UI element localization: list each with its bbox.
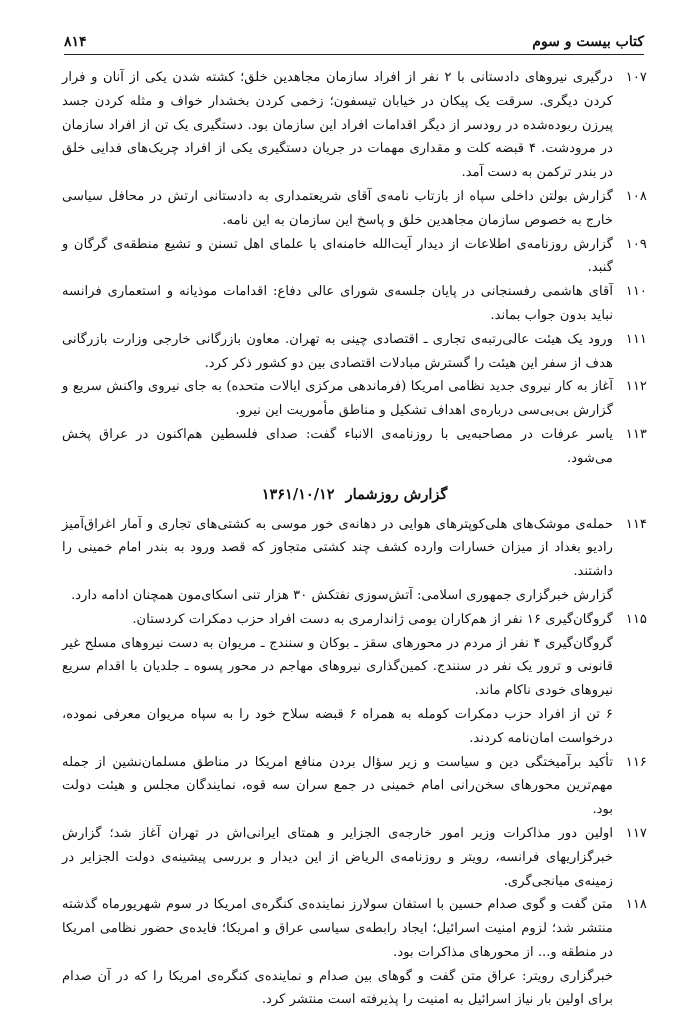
entry-paragraph: ۶ تن از افراد حزب دمکرات کومله به همراه ۶ قبضه سلاح خود را به سپاه مریوان معرفی نموده، درخواست امان‌نامه کردند. (62, 706, 613, 746)
entry-paragraph: اولین دور مذاکرات وزیر امور خارجه‌ی الجزایر و همتای ایرانی‌اش در تهران آغاز شد؛ گزارش خبرگزاریهای فرانسه، رویتر و روزنامه‌ی الریاض از این دیدار و بررسی پیشینه‌ی دولت الجزایر در زمینه‌ی میانجی‌گری. (62, 825, 613, 889)
entry-item (62, 280, 647, 328)
entry-body (62, 423, 613, 471)
page-number: ۸۱۴ (64, 34, 87, 50)
entry-item (62, 893, 647, 1012)
section-date: ۱۳۶۱/۱۰/۱۲ (261, 485, 335, 503)
entry-item (62, 513, 647, 608)
entry-item (62, 66, 647, 185)
entry-paragraph: خبرگزاری رویتر: عراق متن گفت و گوهای بین صدام و نماینده‌ی کنگره‌ی امریکا را که در آن صدام برای اولین بار نیاز اسرائیل به امنیت را پذیرفته است منتشر کرد. (62, 968, 613, 1008)
entry-body (62, 513, 613, 608)
entry-list-after (62, 513, 647, 1012)
entry-list-before (62, 66, 647, 471)
entry-body (62, 328, 613, 376)
entry-paragraph: حمله‌ی موشک‌های هلی‌کوپترهای هوایی در دهانه‌ی خور موسی به کشتی‌های تجاری و آمار اغراق‌آمیز رادیو بغداد از میزان خسارات وارده کشف چند کشتی متجاوز که قصد ورود به بندر امام خمینی را داشتند. (62, 516, 613, 580)
page-content (62, 66, 647, 1012)
entry-body (62, 751, 613, 822)
entry-number: ۱۱۱ (625, 331, 647, 347)
entry-body (62, 375, 613, 423)
entry-paragraph: گزارش خبرگزاری جمهوری اسلامی: آتش‌سوزی نفتکش ۳۰ هزار تنی اسکای‌مون همچنان ادامه دارد. (71, 587, 613, 603)
entry-body (62, 822, 613, 893)
entry-paragraph: تأکید برآمیختگی دین و سیاست و زیر سؤال بردن منافع امریکا در مناطق مسلمان‌نشین از جمله مهم‌ترین محورهای سخن‌رانی امام خمینی در جمع سران سه قوه، نمایندگان مجلس و هیئت دولت بود. (62, 754, 613, 818)
entry-number: ۱۰۷ (625, 70, 647, 85)
entry-item (62, 233, 647, 281)
entry-number: ۱۱۰ (625, 284, 647, 300)
running-header (64, 24, 644, 50)
header-divider (64, 54, 644, 55)
entry-paragraph: یاسر عرفات در مصاحبه‌یی با روزنامه‌ی الانباء گفت: صدای فلسطین هم‌اکنون در عراق پخش می‌شود. (62, 426, 613, 466)
entry-number: ۱۱۴ (625, 516, 647, 532)
entry-number: ۱۱۷ (625, 825, 647, 841)
entry-item (62, 608, 647, 751)
entry-number: ۱۱۵ (625, 611, 647, 627)
entry-paragraph: متن گفت و گوی صدام حسین با استفان سولارز نماینده‌ی کنگره‌ی امریکا در سوم شهریورماه گذشته منتشر شد؛ لزوم امنیت اسرائیل؛ ایجاد رابطه‌ی سیاسی عراق و امریکا؛ فایده‌ی حضور نظامی امریکا در منطقه و... از محورهای مذاکرات بود. (62, 897, 613, 960)
entry-body (62, 66, 613, 185)
entry-item (62, 375, 647, 423)
entry-number: ۱۰۸ (625, 188, 647, 204)
entry-number: ۱۰۹ (625, 236, 647, 252)
entry-paragraph: درگیری نیروهای دادستانی با ۲ نفر از افراد سازمان مجاهدین خلق؛ کشته شدن یکی از آنان و فرار کردن دیگری. سرقت یک پیکان در خیابان تیسفون؛ زخمی کردن بخشدار خواف و مثله کردن جسد پیرزن ربوده‌شده در رودسر از دیگر اقدامات افراد این سازمان بود. دستگیری یک تن از افراد سازمان در مرودشت. ۴ قبضه کلت و مقداری مهمات در جریان دستگیری یکی از افراد چریک‌های فدایی خلق در بندر ترکمن به دست آمد. (62, 70, 614, 181)
entry-item (62, 822, 647, 893)
entry-body (62, 185, 613, 233)
entry-body (62, 233, 613, 281)
entry-body (62, 608, 613, 751)
entry-paragraph: گزارش روزنامه‌ی اطلاعات از دیدار آیت‌الله خامنه‌ای با علمای اهل تسنن و تشیع منطقه‌ی گرگان و گنبد. (62, 236, 613, 276)
entry-paragraph: آغاز به کار نیروی جدید نظامی امریکا (فرماندهی مرکزی ایالات متحده) به جای نیروی واکنش سریع و گزارش بی‌بی‌سی درباره‌ی اهداف تشکیل و مناطق مأموریت این نیرو. (62, 379, 613, 419)
entry-number: ۱۱۳ (625, 426, 647, 442)
entry-item (62, 751, 647, 822)
book-title: کتاب بیست و سوم (532, 34, 644, 50)
entry-body (62, 280, 613, 328)
entry-paragraph: گزارش بولتن داخلی سپاه از بازتاب نامه‌ی آقای شریعتمداری به دادستانی ارتش در محافل سیاسی خارج به خصوص سازمان مجاهدین خلق و پاسخ این سازمان به این نامه. (62, 188, 613, 228)
entry-number: ۱۱۸ (625, 897, 647, 913)
entry-item (62, 185, 647, 233)
entry-paragraph: آقای هاشمی رفسنجانی در پایان جلسه‌ی شورای عالی دفاع: اقدامات موذیانه و استعماری فرانسه نباید بدون جواب بماند. (62, 284, 613, 323)
entry-item (62, 328, 647, 376)
entry-item (62, 423, 647, 471)
section-title: گزارش روزشمار (345, 485, 448, 503)
entry-body (62, 893, 613, 1012)
entry-paragraph: گروگان‌گیری ۴ نفر از مردم در محورهای سقز ـ بوکان و سنندج ـ مریوان به دست نیروهای مسلح غیر قانونی و ترور یک نفر در سنندج. کمین‌گذاری نیروهای مهاجم در محور پسوه ـ جلدیان با اقدام سریع نیروهای خودی ناکام ماند. (62, 635, 613, 699)
section-heading (62, 483, 647, 507)
entry-number: ۱۱۶ (625, 754, 647, 770)
entry-number: ۱۱۲ (625, 379, 647, 395)
entry-paragraph: ورود یک هیئت عالی‌رتبه‌ی تجاری ـ اقتصادی چینی به تهران. معاون بازرگانی خارجی وزارت بازرگانی هدف از سفر این هیئت را گسترش مبادلات اقتصادی بین دو کشور ذکر کرد. (62, 331, 613, 371)
entry-paragraph: گروگان‌گیری ۱۶ نفر از هم‌کاران بومی ژاندارمری به دست افراد حزب دمکرات کردستان. (132, 611, 613, 627)
